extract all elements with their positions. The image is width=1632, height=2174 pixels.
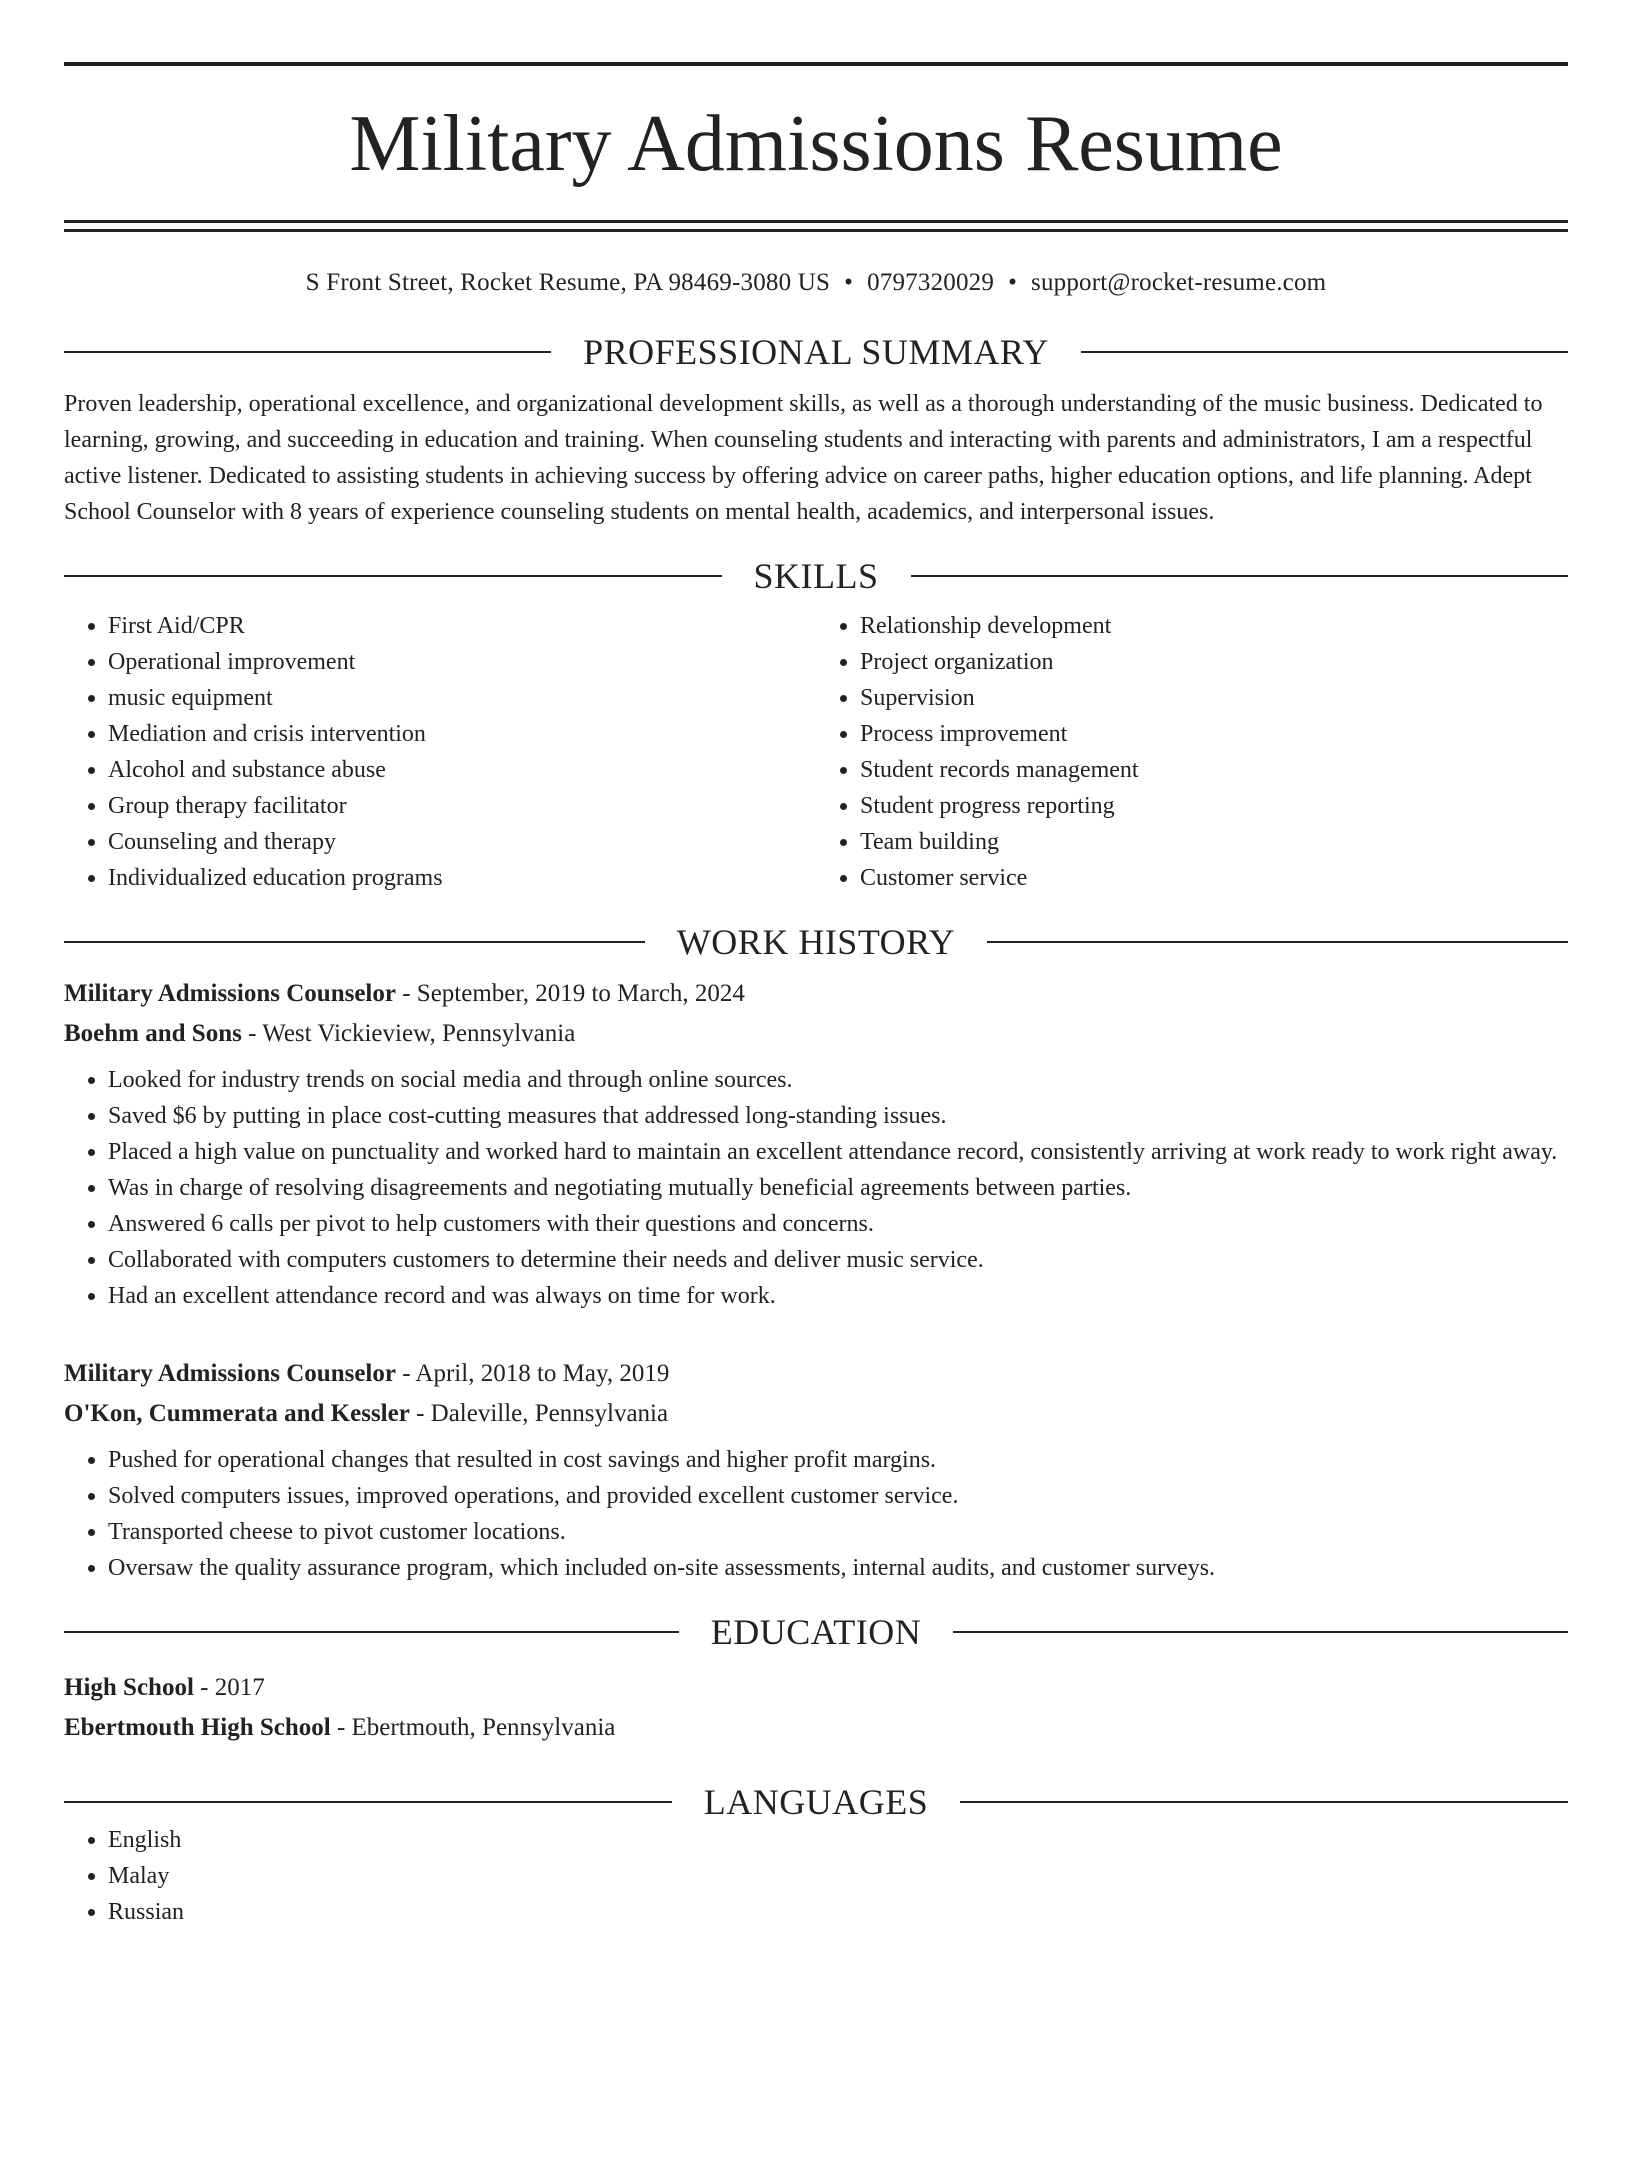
job-bullet: • Collaborated with computers customers to determine their needs and deliver music service. — [108, 1242, 1568, 1278]
skills-list-left — [64, 608, 816, 896]
skill-item: • Individualized education programs — [108, 860, 816, 896]
skill-item: • Customer service — [860, 860, 1568, 896]
work-heading: WORK HISTORY — [676, 922, 956, 962]
education-location: - Ebertmouth, Pennsylvania — [330, 1714, 616, 1741]
job-bullet: • Answered 6 calls per pivot to help customers with their questions and concerns. — [108, 1206, 1568, 1242]
skills-heading: SKILLS — [753, 556, 879, 596]
skill-item: • Process improvement — [860, 716, 1568, 752]
contact-separator: • — [1008, 269, 1018, 296]
job-dates: - April, 2018 to May, 2019 — [395, 1360, 670, 1387]
job-bullet: • Placed a high value on punctuality and worked hard to maintain an excellent attendance record, consistently arriving at work ready to work right away. — [108, 1134, 1568, 1170]
job-bullet: • Transported cheese to pivot customer locations. — [108, 1514, 1568, 1550]
skill-item: • Group therapy facilitator — [108, 788, 816, 824]
work-section-heading — [64, 922, 1568, 962]
job-bullet: • Was in charge of resolving disagreements and negotiating mutually beneficial agreements between parties. — [108, 1170, 1568, 1206]
job-company-line — [64, 1394, 1568, 1434]
job-bullet: • Solved computers issues, improved operations, and provided excellent customer service. — [108, 1478, 1568, 1514]
job-title-line — [64, 974, 1568, 1014]
language-item: • Malay — [108, 1858, 1568, 1894]
skill-item: • Team building — [860, 824, 1568, 860]
top-rule — [64, 62, 1568, 66]
skill-item: • Student records management — [860, 752, 1568, 788]
job-bullet: • Saved $6 by putting in place cost-cutting measures that addressed long-standing issues. — [108, 1098, 1568, 1134]
job-entry — [64, 1354, 1568, 1586]
contact-phone: 0797320029 — [867, 269, 995, 296]
summary-text: Proven leadership, operational excellence, and organizational development skills, as well as a thorough understanding of the music business. Dedicated to learning, growing, and succeeding in education and training. When counseling students and interacting with parents and administrators, I am a respectful active listener. Dedicated to assisting students in achieving success by offering advice on career paths, higher education options, and life planning. Adept School Counselor with 8 years of experience counseling students on mental health, academics, and interpersonal issues. — [64, 391, 1543, 525]
education-section-heading — [64, 1612, 1568, 1652]
job-location: - West Vickieview, Pennsylvania — [241, 1020, 576, 1047]
resume-page — [0, 62, 1632, 2174]
contact-separator: • — [844, 269, 854, 296]
job-entry — [64, 974, 1568, 1314]
summary-heading: PROFESSIONAL SUMMARY — [583, 332, 1049, 372]
job-bullet: • Oversaw the quality assurance program, which included on-site assessments, internal audits, and customer surveys. — [108, 1550, 1568, 1586]
job-bullets — [64, 1442, 1568, 1586]
education-degree-line — [64, 1668, 1568, 1708]
education-school-line — [64, 1708, 1568, 1748]
skill-item: • First Aid/CPR — [108, 608, 816, 644]
job-title: Military Admissions Counselor — [64, 980, 396, 1007]
skill-item: • Project organization — [860, 644, 1568, 680]
job-company-line — [64, 1014, 1568, 1054]
skill-item: • music equipment — [108, 680, 816, 716]
education-year: - 2017 — [193, 1674, 265, 1701]
education-degree: High School — [64, 1674, 194, 1701]
heading-rule-left — [64, 1631, 679, 1633]
skill-item: • Supervision — [860, 680, 1568, 716]
heading-rule-left — [64, 351, 551, 353]
job-bullet: • Looked for industry trends on social media and through online sources. — [108, 1062, 1568, 1098]
job-company: O'Kon, Cummerata and Kessler — [64, 1400, 410, 1427]
title-double-rule — [64, 220, 1568, 232]
skill-item: • Student progress reporting — [860, 788, 1568, 824]
contact-email: support@rocket-resume.com — [1031, 269, 1327, 296]
skill-item: • Counseling and therapy — [108, 824, 816, 860]
job-bullet: • Pushed for operational changes that resulted in cost savings and higher profit margins. — [108, 1442, 1568, 1478]
skill-item: • Operational improvement — [108, 644, 816, 680]
contact-address: S Front Street, Rocket Resume, PA 98469-3080 US — [305, 269, 831, 296]
language-item: • English — [108, 1822, 1568, 1858]
heading-rule-right — [1081, 351, 1568, 353]
job-location: - Daleville, Pennsylvania — [409, 1400, 669, 1427]
heading-rule-left — [64, 575, 722, 577]
heading-rule-right — [911, 575, 1569, 577]
heading-rule-right — [987, 941, 1568, 943]
job-title: Military Admissions Counselor — [64, 1360, 396, 1387]
language-item: • Russian — [108, 1894, 1568, 1930]
job-dates: - September, 2019 to March, 2024 — [395, 980, 745, 1007]
job-company: Boehm and Sons — [64, 1020, 242, 1047]
languages-heading: LANGUAGES — [703, 1782, 929, 1822]
skill-item: • Relationship development — [860, 608, 1568, 644]
job-title-line — [64, 1354, 1568, 1394]
summary-section-heading — [64, 332, 1568, 372]
job-bullets — [64, 1062, 1568, 1314]
education-heading: EDUCATION — [710, 1612, 922, 1652]
education-entry — [64, 1668, 1568, 1748]
contact-line — [64, 268, 1568, 298]
skills-columns — [64, 608, 1568, 896]
languages-list — [64, 1822, 1568, 1930]
languages-section-heading — [64, 1782, 1568, 1822]
page-title: Military Admissions Resume — [349, 100, 1283, 188]
job-bullet: • Had an excellent attendance record and was always on time for work. — [108, 1278, 1568, 1314]
heading-rule-right — [960, 1801, 1568, 1803]
heading-rule-left — [64, 941, 645, 943]
skills-list-right — [816, 608, 1568, 896]
skill-item: • Mediation and crisis intervention — [108, 716, 816, 752]
heading-rule-left — [64, 1801, 672, 1803]
skill-item: • Alcohol and substance abuse — [108, 752, 816, 788]
skills-section-heading — [64, 556, 1568, 596]
heading-rule-right — [953, 1631, 1568, 1633]
education-school: Ebertmouth High School — [64, 1714, 331, 1741]
